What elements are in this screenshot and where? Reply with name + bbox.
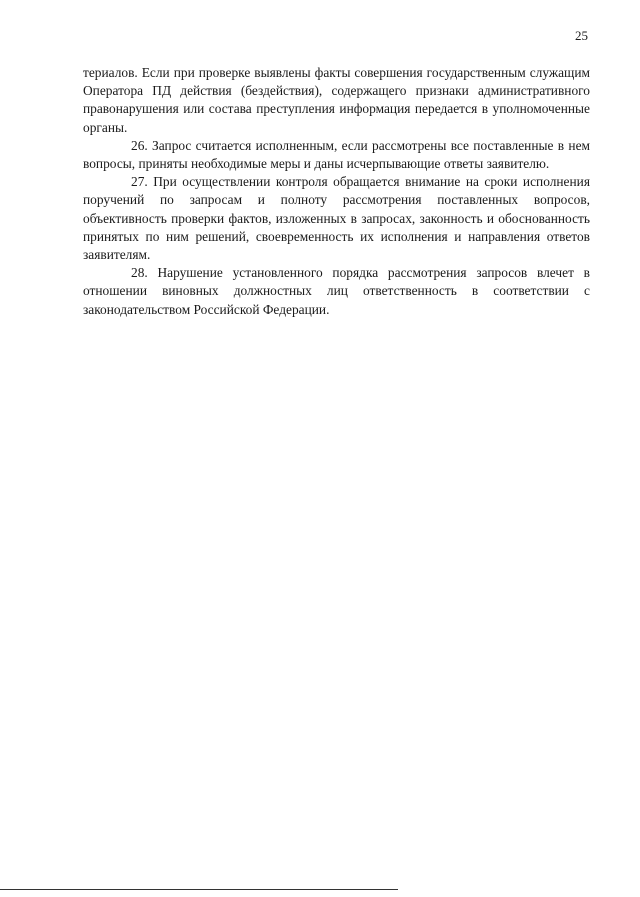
paragraph-continuation: териалов. Если при проверке выявлены факты совершения государственным служащим Оператора ПД действия (бездействия), содержащего признаки административного правонарушения или состава преступления информация передается в уполномоченные органы. (83, 65, 590, 135)
paragraph-26: 26. Запрос считается исполненным, если рассмотрены все поставленные в нем вопросы, приняты необходимые меры и даны исчерпывающие ответы заявителю. (83, 137, 590, 172)
paragraph-27: 27. При осуществлении контроля обращается внимание на сроки исполнения поручений по запросам и полноту рассмотрения поставленных вопросов, объективность проверки фактов, изложенных в запросах, законность и обоснованность принятых по ним решений, своевременность их исполнения и направления ответов заявителям. (83, 174, 590, 263)
footer-divider (0, 889, 398, 890)
paragraph-28: 28. Нарушение установленного порядка рассмотрения запросов влечет в отношении виновных должностных лиц ответственность в соответствии с законодательством Российской Федерации. (83, 265, 590, 317)
page-number: 25 (575, 28, 588, 43)
document-body (83, 64, 590, 319)
